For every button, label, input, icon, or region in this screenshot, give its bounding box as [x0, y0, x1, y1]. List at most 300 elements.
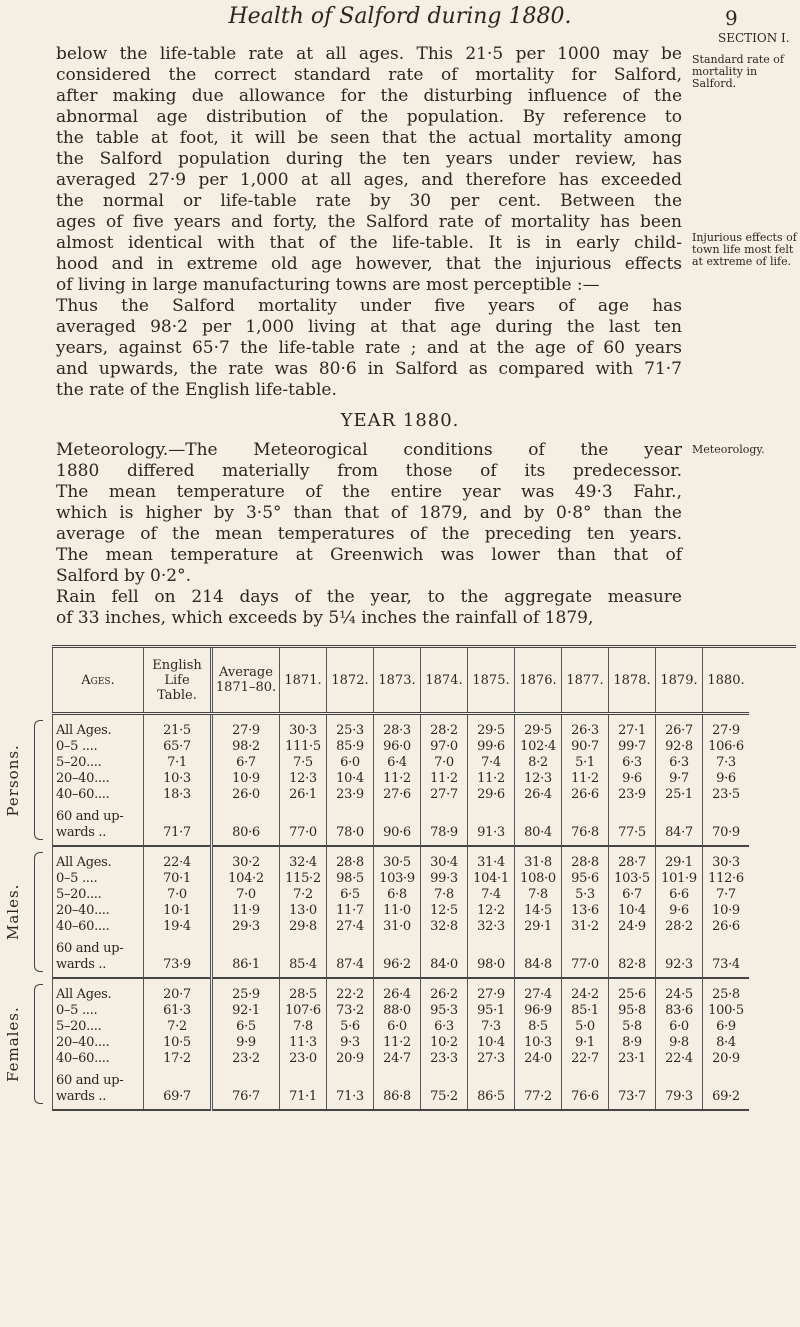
rate-cell: 7·4 — [468, 887, 515, 903]
rate-cell: 96·0 — [374, 739, 421, 755]
rate-cell: 29·1 — [515, 919, 562, 935]
table-row — [53, 935, 750, 978]
rate-cell: 22·7 — [562, 1051, 609, 1067]
rate-cell: 12·3 — [515, 771, 562, 787]
margin-note-standard-rate: Standard rate of mortality in Salford. — [692, 53, 784, 90]
rate-cell: 98·5 — [327, 871, 374, 887]
rate-cell: 84·0 — [421, 935, 468, 978]
rate-cell: 77·2 — [515, 1067, 562, 1110]
rate-cell: 30·5 — [374, 846, 421, 871]
rate-cell: 71·1 — [280, 1067, 327, 1110]
text-line: average of the mean temperatures of the preceding ten years. — [56, 524, 682, 544]
rate-cell: 102·4 — [515, 739, 562, 755]
rate-cell: 7·0 — [144, 887, 212, 903]
rate-cell: 104·1 — [468, 871, 515, 887]
rate-cell: 29·1 — [656, 846, 703, 871]
brace — [34, 984, 43, 1104]
rate-cell: 11·9 — [212, 903, 280, 919]
rate-cell: 13·6 — [562, 903, 609, 919]
rate-cell: 82·8 — [609, 935, 656, 978]
rate-cell: 10·2 — [421, 1035, 468, 1051]
column-header: 1874. — [421, 648, 468, 714]
age-group: All Ages. — [53, 714, 144, 740]
rate-cell: 23·9 — [609, 787, 656, 803]
rate-cell: 10·3 — [515, 1035, 562, 1051]
age-group: 40–60.... — [53, 919, 144, 935]
rate-cell: 27·9 — [703, 714, 750, 740]
rate-cell: 7·2 — [280, 887, 327, 903]
table-row — [53, 755, 750, 771]
table-row — [53, 803, 750, 846]
rate-cell: 7·1 — [144, 755, 212, 771]
age-group: 20–40.... — [53, 1035, 144, 1051]
rate-cell: 9·7 — [656, 771, 703, 787]
rate-cell: 85·9 — [327, 739, 374, 755]
rate-cell: 32·4 — [280, 846, 327, 871]
table-row — [53, 1067, 750, 1110]
rate-cell: 7·8 — [515, 887, 562, 903]
rate-cell: 78·0 — [327, 803, 374, 846]
rate-cell: 29·8 — [280, 919, 327, 935]
year-heading: YEAR 1880. — [340, 410, 460, 431]
text-line: The mean temperature at Greenwich was lower than that of — [56, 545, 682, 565]
rate-cell: 11·0 — [374, 903, 421, 919]
table-row — [53, 871, 750, 887]
rate-cell: 30·4 — [421, 846, 468, 871]
rate-cell: 23·3 — [421, 1051, 468, 1067]
rate-cell: 76·8 — [562, 803, 609, 846]
rate-cell: 7·3 — [468, 1019, 515, 1035]
rate-cell: 22·2 — [327, 978, 374, 1003]
column-header: 1879. — [656, 648, 703, 714]
rate-cell: 100·5 — [703, 1003, 750, 1019]
rate-cell: 25·6 — [609, 978, 656, 1003]
column-header: 1871. — [280, 648, 327, 714]
rate-cell: 26·3 — [562, 714, 609, 740]
rate-cell: 27·9 — [468, 978, 515, 1003]
rate-cell: 27·6 — [374, 787, 421, 803]
age-group: All Ages. — [53, 978, 144, 1003]
rate-cell: 24·2 — [562, 978, 609, 1003]
rate-cell: 27·3 — [468, 1051, 515, 1067]
rate-cell: 70·1 — [144, 871, 212, 887]
table-row — [53, 1019, 750, 1035]
rate-cell: 31·4 — [468, 846, 515, 871]
rate-cell: 22·4 — [144, 846, 212, 871]
column-header: 1876. — [515, 648, 562, 714]
rate-cell: 31·0 — [374, 919, 421, 935]
text-line: The mean temperature of the entire year was 49·3 Fahr., — [56, 482, 682, 502]
rate-cell: 7·2 — [144, 1019, 212, 1035]
rate-cell: 77·0 — [280, 803, 327, 846]
column-header: Ages. — [53, 648, 144, 714]
rate-cell: 10·4 — [609, 903, 656, 919]
margin-note-injurious-effects: Injurious effects of town life most felt at extreme of life. — [692, 231, 797, 268]
text-line: the normal or life-table rate by 30 per cent. Between the — [56, 191, 682, 211]
table-row — [53, 771, 750, 787]
age-group: 60 and up-wards .. — [53, 803, 144, 846]
rate-cell: 99·6 — [468, 739, 515, 755]
rate-cell: 10·9 — [703, 903, 750, 919]
rate-cell: 10·1 — [144, 903, 212, 919]
rate-cell: 7·5 — [280, 755, 327, 771]
table-row — [53, 1051, 750, 1067]
rate-cell: 30·3 — [280, 714, 327, 740]
age-group: 40–60.... — [53, 1051, 144, 1067]
table-row — [53, 903, 750, 919]
rate-cell: 8·5 — [515, 1019, 562, 1035]
rate-cell: 9·6 — [703, 771, 750, 787]
rate-cell: 26·4 — [374, 978, 421, 1003]
text-line: considered the correct standard rate of mortality for Salford, — [56, 65, 682, 85]
rate-cell: 7·3 — [703, 755, 750, 771]
rate-cell: 69·2 — [703, 1067, 750, 1110]
rate-cell: 6·6 — [656, 887, 703, 903]
rate-cell: 71·3 — [327, 1067, 374, 1110]
section-label: SECTION I. — [718, 31, 790, 45]
rate-cell: 7·7 — [703, 887, 750, 903]
group-label: Males. — [4, 883, 22, 941]
text-line: Rain fell on 214 days of the year, to the aggregate measure — [56, 587, 682, 607]
rate-cell: 98·2 — [212, 739, 280, 755]
rate-cell: 6·7 — [609, 887, 656, 903]
column-header: 1875. — [468, 648, 515, 714]
rate-cell: 23·1 — [609, 1051, 656, 1067]
rate-cell: 79·3 — [656, 1067, 703, 1110]
rate-cell: 24·5 — [656, 978, 703, 1003]
age-group: 20–40.... — [53, 903, 144, 919]
age-group: 5–20.... — [53, 755, 144, 771]
rate-cell: 106·6 — [703, 739, 750, 755]
rate-cell: 25·3 — [327, 714, 374, 740]
table-row — [53, 1035, 750, 1051]
text-line: and upwards, the rate was 80·6 in Salford as compared with 71·7 — [56, 359, 682, 379]
rate-cell: 6·0 — [374, 1019, 421, 1035]
rate-cell: 10·5 — [144, 1035, 212, 1051]
rate-cell: 6·8 — [374, 887, 421, 903]
rate-cell: 90·6 — [374, 803, 421, 846]
rate-cell: 84·7 — [656, 803, 703, 846]
rate-cell: 95·8 — [609, 1003, 656, 1019]
paragraph-meteorology — [56, 440, 682, 629]
rate-cell: 11·3 — [280, 1035, 327, 1051]
rate-cell: 6·3 — [656, 755, 703, 771]
text-line: the Salford population during the ten years under review, has — [56, 149, 682, 169]
rate-cell: 27·9 — [212, 714, 280, 740]
rate-cell: 32·8 — [421, 919, 468, 935]
rate-cell: 26·2 — [421, 978, 468, 1003]
rate-cell: 26·6 — [562, 787, 609, 803]
rate-cell: 11·2 — [374, 1035, 421, 1051]
rate-cell: 32·3 — [468, 919, 515, 935]
rate-cell: 7·0 — [212, 887, 280, 903]
rate-cell: 6·7 — [212, 755, 280, 771]
page-number: 9 — [725, 6, 738, 30]
rate-cell: 98·0 — [468, 935, 515, 978]
rate-cell: 9·3 — [327, 1035, 374, 1051]
text-line: Meteorology.—The Meteorogical conditions of the year — [56, 440, 682, 460]
table-row — [53, 919, 750, 935]
rate-cell: 19·4 — [144, 919, 212, 935]
rate-cell: 69·7 — [144, 1067, 212, 1110]
mortality-table — [52, 648, 749, 1111]
rate-cell: 76·6 — [562, 1067, 609, 1110]
rate-cell: 28·2 — [421, 714, 468, 740]
rate-cell: 30·2 — [212, 846, 280, 871]
rate-cell: 28·5 — [280, 978, 327, 1003]
rate-cell: 6·9 — [703, 1019, 750, 1035]
rate-cell: 28·8 — [562, 846, 609, 871]
rate-cell: 95·1 — [468, 1003, 515, 1019]
text-line: of 33 inches, which exceeds by 5¼ inches the rainfall of 1879, — [56, 608, 594, 628]
column-header: Average 1871–80. — [212, 648, 280, 714]
rate-cell: 30·3 — [703, 846, 750, 871]
rate-cell: 5·1 — [562, 755, 609, 771]
text-line: Salford by 0·2°. — [56, 566, 191, 586]
rate-cell: 7·8 — [280, 1019, 327, 1035]
rate-cell: 85·4 — [280, 935, 327, 978]
text-line: below the life-table rate at all ages. This 21·5 per 1000 may be — [56, 44, 682, 64]
column-header: 1873. — [374, 648, 421, 714]
rate-cell: 104·2 — [212, 871, 280, 887]
rate-cell: 61·3 — [144, 1003, 212, 1019]
rate-cell: 86·1 — [212, 935, 280, 978]
rate-cell: 96·2 — [374, 935, 421, 978]
rate-cell: 11·2 — [562, 771, 609, 787]
rate-cell: 14·5 — [515, 903, 562, 919]
rate-cell: 10·9 — [212, 771, 280, 787]
rate-cell: 84·8 — [515, 935, 562, 978]
rate-cell: 8·2 — [515, 755, 562, 771]
column-header: 1872. — [327, 648, 374, 714]
rate-cell: 70·9 — [703, 803, 750, 846]
rate-cell: 65·7 — [144, 739, 212, 755]
text-line: which is higher by 3·5° than that of 1879, and by 0·8° than the — [56, 503, 682, 523]
rate-cell: 27·1 — [609, 714, 656, 740]
rate-cell: 108·0 — [515, 871, 562, 887]
rate-cell: 75·2 — [421, 1067, 468, 1110]
rate-cell: 78·9 — [421, 803, 468, 846]
age-group: 5–20.... — [53, 1019, 144, 1035]
rate-cell: 87·4 — [327, 935, 374, 978]
rate-cell: 6·3 — [421, 1019, 468, 1035]
rate-cell: 103·9 — [374, 871, 421, 887]
table-row — [53, 887, 750, 903]
rate-cell: 23·0 — [280, 1051, 327, 1067]
rate-cell: 17·2 — [144, 1051, 212, 1067]
rate-cell: 26·0 — [212, 787, 280, 803]
rate-cell: 27·7 — [421, 787, 468, 803]
text-line: averaged 27·9 per 1,000 at all ages, and therefore has exceeded — [56, 170, 682, 190]
rate-cell: 6·5 — [327, 887, 374, 903]
rate-cell: 73·2 — [327, 1003, 374, 1019]
rate-cell: 88·0 — [374, 1003, 421, 1019]
table-row — [53, 739, 750, 755]
rate-cell: 9·6 — [609, 771, 656, 787]
column-header: 1880. — [703, 648, 750, 714]
rate-cell: 73·7 — [609, 1067, 656, 1110]
rate-cell: 26·4 — [515, 787, 562, 803]
rate-cell: 5·0 — [562, 1019, 609, 1035]
rate-cell: 11·2 — [468, 771, 515, 787]
rate-cell: 13·0 — [280, 903, 327, 919]
rate-cell: 7·4 — [468, 755, 515, 771]
rate-cell: 25·8 — [703, 978, 750, 1003]
rate-cell: 20·9 — [327, 1051, 374, 1067]
rate-cell: 18·3 — [144, 787, 212, 803]
text-line: the rate of the English life-table. — [56, 380, 337, 400]
rate-cell: 86·5 — [468, 1067, 515, 1110]
rate-cell: 96·9 — [515, 1003, 562, 1019]
rate-cell: 12·5 — [421, 903, 468, 919]
rate-cell: 23·2 — [212, 1051, 280, 1067]
rate-cell: 77·0 — [562, 935, 609, 978]
rate-cell: 77·5 — [609, 803, 656, 846]
rate-cell: 99·3 — [421, 871, 468, 887]
rate-cell: 12·2 — [468, 903, 515, 919]
rate-cell: 6·3 — [609, 755, 656, 771]
rate-cell: 86·8 — [374, 1067, 421, 1110]
rate-cell: 6·0 — [327, 755, 374, 771]
rate-cell: 29·5 — [515, 714, 562, 740]
rate-cell: 24·0 — [515, 1051, 562, 1067]
rate-cell: 115·2 — [280, 871, 327, 887]
rate-cell: 8·4 — [703, 1035, 750, 1051]
rate-cell: 73·4 — [703, 935, 750, 978]
rate-cell: 26·1 — [280, 787, 327, 803]
rate-cell: 101·9 — [656, 871, 703, 887]
age-group: 40–60.... — [53, 787, 144, 803]
rate-cell: 112·6 — [703, 871, 750, 887]
rate-cell: 9·9 — [212, 1035, 280, 1051]
rate-cell: 95·6 — [562, 871, 609, 887]
text-line: after making due allowance for the disturbing influence of the — [56, 86, 682, 106]
rate-cell: 29·3 — [212, 919, 280, 935]
rate-cell: 28·2 — [656, 919, 703, 935]
rate-cell: 11·2 — [374, 771, 421, 787]
column-header: 1877. — [562, 648, 609, 714]
rate-cell: 12·3 — [280, 771, 327, 787]
rate-cell: 9·1 — [562, 1035, 609, 1051]
table-row — [53, 978, 750, 1003]
text-line: Thus the Salford mortality under five years of age has — [56, 296, 682, 316]
table-row — [53, 846, 750, 871]
text-line: 1880 differed materially from those of its predecessor. — [56, 461, 682, 481]
brace — [34, 720, 43, 841]
text-line: hood and in extreme old age however, that the injurious effects — [56, 254, 682, 274]
rate-cell: 11·7 — [327, 903, 374, 919]
rate-cell: 92·8 — [656, 739, 703, 755]
rate-cell: 31·2 — [562, 919, 609, 935]
rate-cell: 111·5 — [280, 739, 327, 755]
rate-cell: 28·8 — [327, 846, 374, 871]
rate-cell: 23·5 — [703, 787, 750, 803]
rate-cell: 24·9 — [609, 919, 656, 935]
rate-cell: 7·8 — [421, 887, 468, 903]
rate-cell: 99·7 — [609, 739, 656, 755]
rate-cell: 7·0 — [421, 755, 468, 771]
table-row — [53, 787, 750, 803]
rate-cell: 28·3 — [374, 714, 421, 740]
running-header: Health of Salford during 1880. — [228, 4, 572, 29]
rate-cell: 9·6 — [656, 903, 703, 919]
text-line: years, against 65·7 the life-table rate ; and at the age of 60 years — [56, 338, 682, 358]
age-group: 60 and up-wards .. — [53, 1067, 144, 1110]
rate-cell: 5·3 — [562, 887, 609, 903]
text-line: ages of five years and forty, the Salford rate of mortality has been — [56, 212, 682, 232]
rate-cell: 22·4 — [656, 1051, 703, 1067]
table-row — [53, 714, 750, 740]
rate-cell: 31·8 — [515, 846, 562, 871]
rate-cell: 21·5 — [144, 714, 212, 740]
age-group: 60 and up-wards .. — [53, 935, 144, 978]
rate-cell: 91·3 — [468, 803, 515, 846]
paragraph-mortality — [56, 44, 682, 401]
rate-cell: 10·3 — [144, 771, 212, 787]
rate-cell: 5·8 — [609, 1019, 656, 1035]
rate-cell: 27·4 — [327, 919, 374, 935]
group-label: Persons. — [4, 743, 22, 816]
rate-cell: 25·9 — [212, 978, 280, 1003]
rate-cell: 103·5 — [609, 871, 656, 887]
text-line: the table at foot, it will be seen that the actual mortality among — [56, 128, 682, 148]
age-group: 5–20.... — [53, 887, 144, 903]
rate-cell: 92·3 — [656, 935, 703, 978]
text-line: averaged 98·2 per 1,000 living at that age during the last ten — [56, 317, 682, 337]
rate-cell: 25·1 — [656, 787, 703, 803]
rate-cell: 80·6 — [212, 803, 280, 846]
rate-cell: 6·4 — [374, 755, 421, 771]
rate-cell: 8·9 — [609, 1035, 656, 1051]
table-row — [53, 1003, 750, 1019]
rate-cell: 10·4 — [327, 771, 374, 787]
text-line: abnormal age distribution of the population. By reference to — [56, 107, 682, 127]
rate-cell: 20·7 — [144, 978, 212, 1003]
rate-cell: 24·7 — [374, 1051, 421, 1067]
rate-cell: 29·6 — [468, 787, 515, 803]
rate-cell: 26·6 — [703, 919, 750, 935]
rate-cell: 27·4 — [515, 978, 562, 1003]
rate-cell: 9·8 — [656, 1035, 703, 1051]
margin-note-meteorology: Meteorology. — [692, 443, 765, 456]
rate-cell: 20·9 — [703, 1051, 750, 1067]
age-group: 0–5 .... — [53, 739, 144, 755]
text-line: almost identical with that of the life-table. It is in early child- — [56, 233, 682, 253]
rate-cell: 29·5 — [468, 714, 515, 740]
rate-cell: 23·9 — [327, 787, 374, 803]
rate-cell: 95·3 — [421, 1003, 468, 1019]
column-header: English Life Table. — [144, 648, 212, 714]
rate-cell: 6·5 — [212, 1019, 280, 1035]
age-group: All Ages. — [53, 846, 144, 871]
rate-cell: 97·0 — [421, 739, 468, 755]
age-group: 0–5 .... — [53, 871, 144, 887]
age-group: 0–5 .... — [53, 1003, 144, 1019]
rate-cell: 92·1 — [212, 1003, 280, 1019]
rate-cell: 73·9 — [144, 935, 212, 978]
text-line: of living in large manufacturing towns are most perceptible :— — [56, 275, 600, 295]
rate-cell: 80·4 — [515, 803, 562, 846]
rate-cell: 28·7 — [609, 846, 656, 871]
rate-cell: 71·7 — [144, 803, 212, 846]
rate-cell: 6·0 — [656, 1019, 703, 1035]
rate-cell: 5·6 — [327, 1019, 374, 1035]
rate-cell: 107·6 — [280, 1003, 327, 1019]
rate-cell: 10·4 — [468, 1035, 515, 1051]
rate-cell: 85·1 — [562, 1003, 609, 1019]
rate-cell: 26·7 — [656, 714, 703, 740]
group-label: Females. — [4, 1006, 22, 1082]
